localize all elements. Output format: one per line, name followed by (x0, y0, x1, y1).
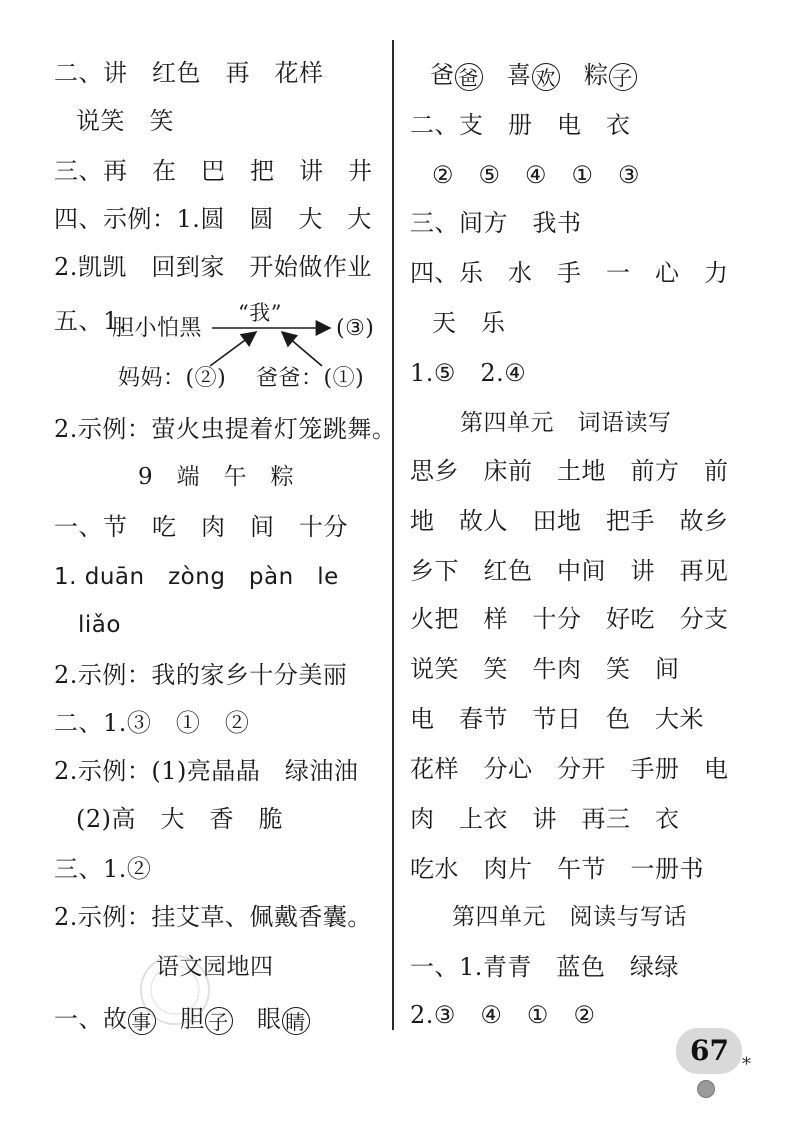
page-dot-icon (697, 1080, 715, 1098)
answer-line: 二、讲 红色 再 花样 (54, 59, 324, 87)
pinyin-line: liǎo (78, 612, 121, 638)
match-answer: (③) (336, 316, 375, 341)
answer-line: 三、1.② (54, 855, 152, 883)
match-item-me: “我” (238, 301, 282, 325)
answer-line: 四、乐 水 手 一 心 力 (410, 259, 729, 287)
vocab-line: 思乡 床前 土地 前方 前 (410, 457, 729, 485)
answer-line-circled: 爸 爸 喜 欢 粽 子 (430, 60, 637, 91)
circled-char: 睛 (282, 1007, 310, 1035)
arrow-right-up (282, 332, 322, 366)
answer-line: 2.凯凯 回到家 开始做作业 (54, 253, 372, 281)
answer-line: 一、1.青青 蓝色 绿绿 (410, 953, 679, 981)
vocab-line: 说笑 笑 牛肉 笑 间 (410, 655, 680, 683)
answer-line: 说笑 笑 (76, 107, 174, 135)
pinyin-line: 1. duān zòng pàn le (54, 564, 339, 590)
answer-line-circled: 一、故 事 胆 子 眼 睛 (54, 1004, 310, 1035)
answer-line: 二、1.③ ① ② (54, 709, 250, 737)
answer-line: 天 乐 (432, 309, 506, 337)
vocab-line: 地 故人 田地 把手 故乡 (410, 507, 729, 535)
star-icon: * (742, 1054, 751, 1075)
answer-line: (2)高 大 香 脆 (76, 805, 283, 833)
vocab-line: 花样 分心 分开 手册 电 (410, 755, 729, 783)
answer-line: 三、间方 我书 (410, 209, 582, 237)
circled-char: 欢 (532, 63, 560, 91)
answer-line: 2.③ ④ ① ② (410, 1001, 596, 1029)
page-number: 67 (690, 1034, 729, 1067)
match-item-dad: 爸爸：(①) (256, 366, 365, 391)
vocab-line: 肉 上衣 讲 再三 衣 (410, 805, 680, 833)
match-item-mom: 妈妈：(②) (118, 366, 227, 391)
match-item-timid: 胆小怕黑 (112, 316, 203, 341)
circled-char: 爸 (455, 63, 483, 91)
circled-char: 子 (205, 1007, 233, 1035)
answer-line: 1.⑤ 2.④ (410, 359, 527, 387)
section-title: 第四单元 阅读与写话 (452, 904, 687, 930)
circled-char: 事 (128, 1007, 156, 1035)
answer-line: 2.示例：(1)亮晶晶 绿油油 (54, 757, 359, 785)
answer-line: 2.示例：我的家乡十分美丽 (54, 661, 348, 689)
section-title: 9 端 午 粽 (138, 464, 295, 490)
answer-line: 2.示例：挂艾草、佩戴香囊。 (54, 903, 372, 931)
arrow-left-up (210, 332, 256, 366)
vocab-line: 电 春节 节日 色 大米 (410, 705, 704, 733)
answer-line: 一、节 吃 肉 间 十分 (54, 513, 348, 541)
answer-line: ② ⑤ ④ ① ③ (432, 161, 641, 189)
vocab-line: 吃水 肉片 午节 一册书 (410, 855, 704, 883)
question-number: 五、1. (54, 307, 127, 335)
answer-line: 二、支 册 电 衣 (410, 111, 631, 139)
match-arrows (0, 0, 800, 420)
section-title: 语文园地四 (156, 954, 274, 980)
vocab-line: 乡下 红色 中间 讲 再见 (410, 557, 729, 585)
section-title: 第四单元 词语读写 (460, 410, 672, 436)
faded-stamp (130, 950, 220, 1060)
circled-char: 子 (609, 63, 637, 91)
answer-line: 四、示例：1.圆 圆 大 大 (54, 205, 372, 233)
vocab-line: 火把 样 十分 好吃 分支 (410, 605, 729, 633)
answer-line: 2.示例：萤火虫提着灯笼跳舞。 (54, 415, 397, 443)
answer-line: 三、再 在 巴 把 讲 井 (54, 157, 373, 185)
